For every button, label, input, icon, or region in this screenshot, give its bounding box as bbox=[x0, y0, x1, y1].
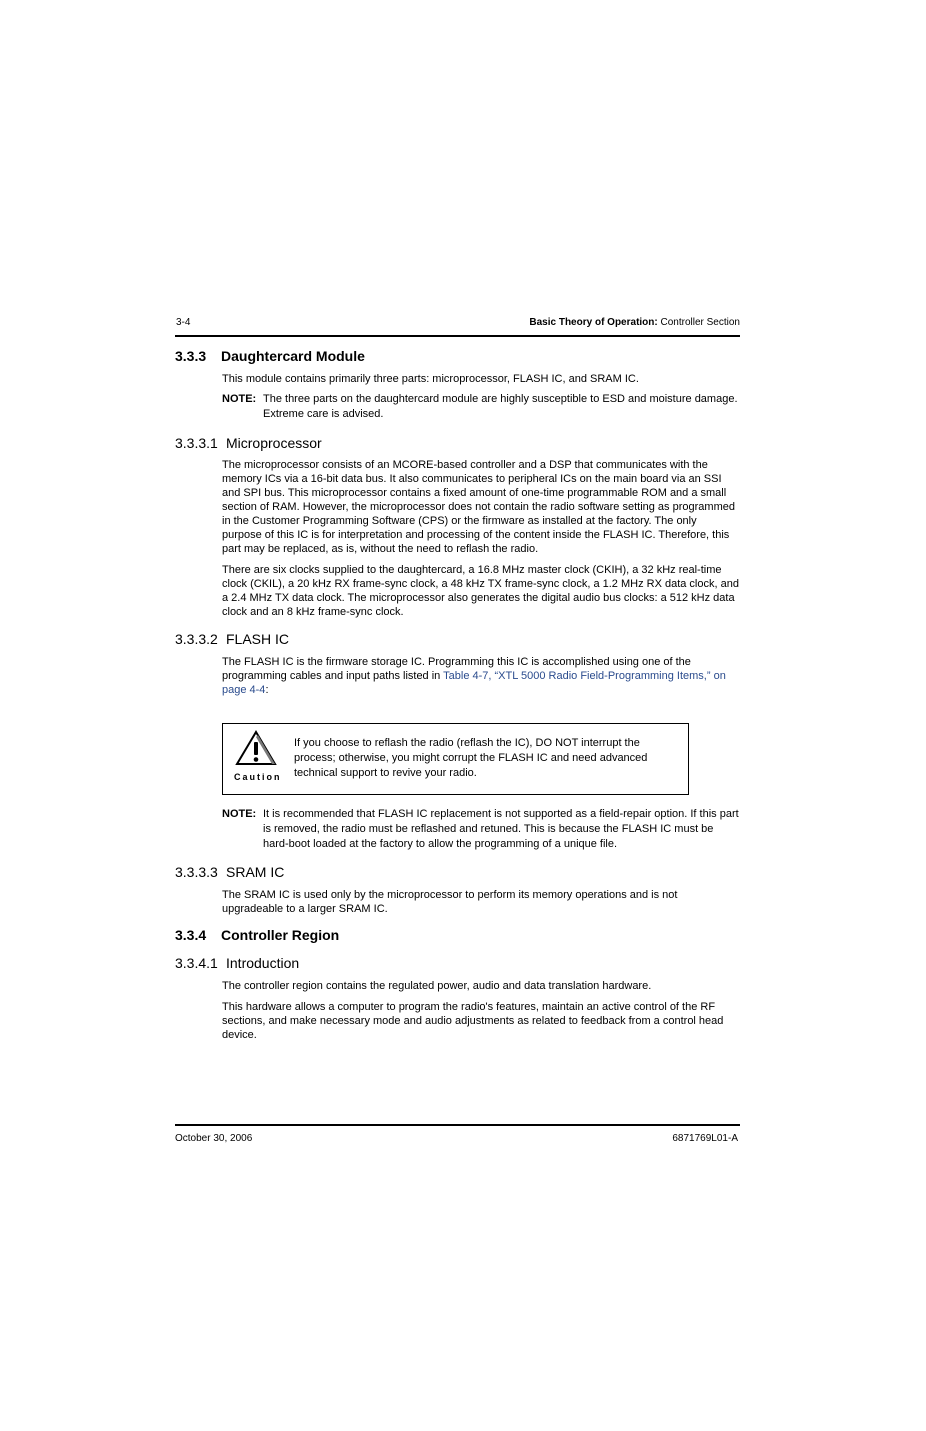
section-number: 3.3.3.3 bbox=[175, 864, 218, 880]
paragraph: This hardware allows a computer to program the radio's features, maintain an active control of the RF sections, and make necessary mode and audio adjustments as related to feedback from a control head device. bbox=[222, 1001, 724, 1041]
warning-triangle-icon bbox=[235, 730, 277, 766]
footer-doc-number: 6871769L01-A bbox=[672, 1133, 738, 1144]
paragraph: The SRAM IC is used only by the microprocessor to perform its memory operations and is not upgradeable to a larger SRAM IC. bbox=[222, 889, 678, 915]
page-number: 3-4 bbox=[176, 317, 191, 328]
note-text: It is recommended that FLASH IC replacement is not supported as a field-repair option. If this part is removed, the radio must be reflashed and retuned. This is because the FLASH IC must be hard-boot loaded at the factory to allow the programming of a unique file. bbox=[263, 808, 739, 850]
paragraph-text: The FLASH IC is the firmware storage IC. Programming this IC is accomplished using one of the programming cables and input paths listed in bbox=[222, 656, 691, 682]
section-title: Introduction bbox=[226, 955, 300, 971]
running-header-bold: Basic Theory of Operation: bbox=[529, 317, 658, 328]
section-heading-3-3-3-2 bbox=[175, 631, 289, 647]
section-title: FLASH IC bbox=[226, 631, 290, 647]
section-number: 3.3.3.2 bbox=[175, 631, 218, 647]
paragraph bbox=[222, 655, 739, 697]
section-heading-3-3-4 bbox=[175, 927, 339, 943]
section-number: 3.3.4.1 bbox=[175, 955, 218, 971]
note-text: The three parts on the daughtercard module are highly susceptible to ESD and moisture damage. Extreme care is advised. bbox=[263, 393, 738, 420]
running-header-rest: Controller Section bbox=[657, 317, 740, 328]
footer-date: October 30, 2006 bbox=[175, 1133, 253, 1144]
header-rule bbox=[175, 335, 740, 337]
section-heading-3-3-3-3 bbox=[175, 864, 284, 880]
caution-text: If you choose to reflash the radio (reflash the IC), DO NOT interrupt the process; otherwise, you might corrupt the FLASH IC and need advanced technical support to revive your radio. bbox=[294, 737, 648, 779]
paragraph: There are six clocks supplied to the daughtercard, a 16.8 MHz master clock (CKIH), a 32 kHz real-time clock (CKIL), a 20 kHz RX frame-sync clock, a 48 kHz TX frame-sync clock, a 1.2 MHz RX data clock, and a 2.4 MHz TX data clock. The microprocessor also generates the digital audio bus clocks: a 512 kHz data clock and an 8 kHz frame-sync clock. bbox=[222, 564, 739, 618]
running-header bbox=[529, 317, 740, 328]
section-title: Controller Region bbox=[221, 927, 340, 943]
section-number: 3.3.4 bbox=[175, 927, 207, 943]
caution-label: Caution bbox=[234, 772, 282, 782]
paragraph: The microprocessor consists of an MCORE-based controller and a DSP that communicates with the memory ICs via a 16-bit data bus. It also communicates to peripheral ICs on the main board via an SSI and SPI bus. This microprocessor contains a fixed amount of one-time programmable ROM and a small section of RAM. However, the microprocessor does not contain the radio software setting as programmed in the Customer Programming Software (CPS) or the firmware as installed at the factory. The only purpose of this IC is for interpretation and processing of the content inside the FLASH IC. Therefore, this part may be replaced, as is, without the need to reflash the radio. bbox=[222, 459, 735, 555]
section-heading-3-3-4-1 bbox=[175, 955, 299, 971]
section-heading-3-3-3 bbox=[175, 348, 365, 364]
paragraph: This module contains primarily three parts: microprocessor, FLASH IC, and SRAM IC. bbox=[222, 373, 639, 385]
caution-box bbox=[222, 723, 689, 795]
paragraph-text: : bbox=[265, 684, 269, 696]
note-label: NOTE: bbox=[222, 808, 257, 820]
section-title: SRAM IC bbox=[226, 864, 285, 880]
section-title: Microprocessor bbox=[226, 435, 322, 451]
table-reference-link[interactable]: Table 4-7, “XTL 5000 Radio Field-Programming Items,” on page 4-4 bbox=[222, 670, 726, 696]
section-number: 3.3.3.1 bbox=[175, 435, 218, 451]
section-number: 3.3.3 bbox=[175, 348, 207, 364]
note-esd bbox=[222, 392, 739, 422]
paragraph: The controller region contains the regulated power, audio and data translation hardware. bbox=[222, 980, 652, 992]
section-title: Daughtercard Module bbox=[221, 348, 365, 364]
footer-rule bbox=[175, 1124, 740, 1126]
section-heading-3-3-3-1 bbox=[175, 435, 322, 451]
note-flash-replacement bbox=[222, 807, 739, 852]
note-label: NOTE: bbox=[222, 393, 257, 405]
